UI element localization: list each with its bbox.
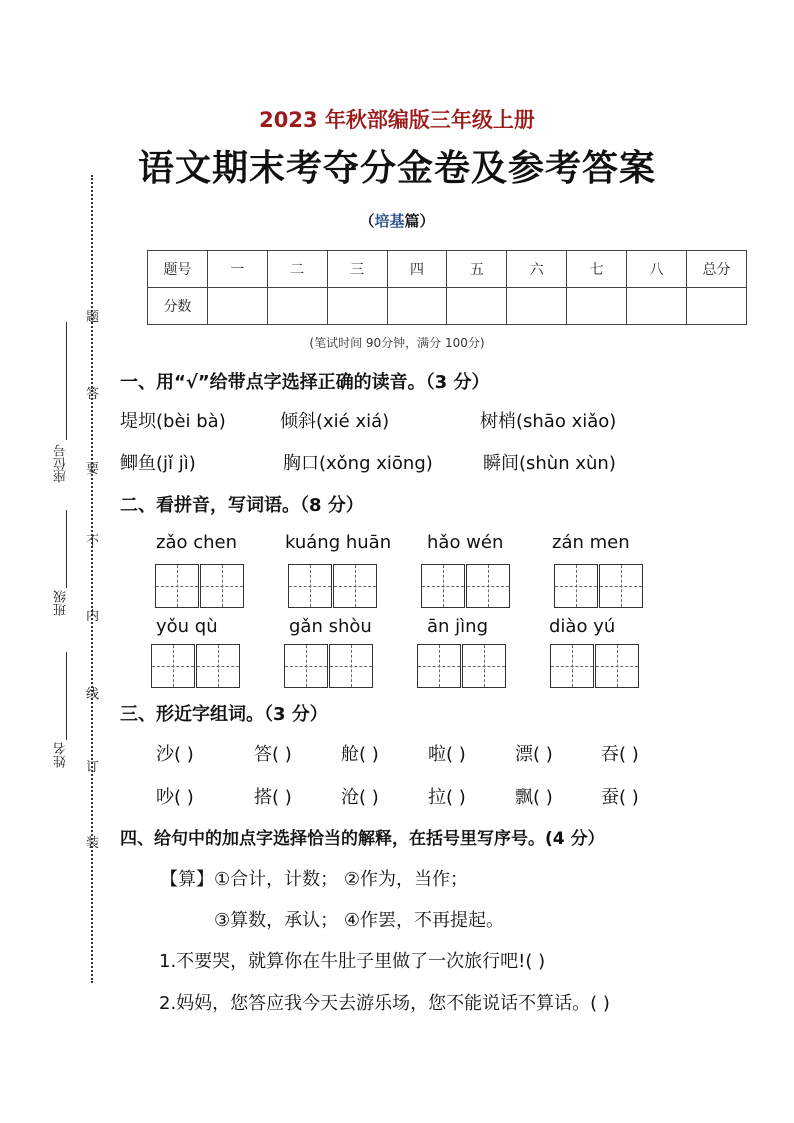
character-box[interactable] <box>599 564 643 608</box>
score-input-cell[interactable] <box>387 288 447 325</box>
character-box[interactable] <box>151 644 195 688</box>
score-cell: 六 <box>507 251 567 288</box>
seat-number-label: 座位号 <box>54 444 69 483</box>
character-box[interactable] <box>554 564 598 608</box>
word-blank[interactable]: 漂( ) <box>515 744 553 765</box>
name-line[interactable] <box>66 652 67 740</box>
page-title: 语文期末考夺分金卷及参考答案 <box>137 147 656 189</box>
score-cell: 七 <box>567 251 627 288</box>
word-blank[interactable]: 答( ) <box>254 744 292 765</box>
exam-note: (笔试时间 90分钟，满分 100分) <box>309 336 485 350</box>
pronunciation-item: 胸口(xǒng xiōng) <box>283 453 433 474</box>
margin-char: 题 <box>86 310 100 325</box>
binding-dotted-line <box>91 175 93 983</box>
character-box[interactable] <box>466 564 510 608</box>
character-box[interactable] <box>288 564 332 608</box>
word-blank[interactable]: 蚕( ) <box>601 787 639 808</box>
character-box[interactable] <box>417 644 461 688</box>
word-blank[interactable]: 吵( ) <box>156 787 194 808</box>
pinyin-label: zǎo chen <box>156 532 237 553</box>
character-box[interactable] <box>284 644 328 688</box>
pinyin-label: hǎo wén <box>427 532 504 553</box>
sub-title <box>0 210 794 231</box>
definition-line: 【算】①合计，计数； ②作为，当作； <box>160 869 468 890</box>
character-box[interactable] <box>550 644 594 688</box>
score-input-cell[interactable] <box>687 288 747 325</box>
score-cell: 八 <box>627 251 687 288</box>
word-blank[interactable]: 沙( ) <box>156 744 194 765</box>
class-label: 班级 <box>54 590 69 616</box>
section-4-title: 四、给句中的加点字选择恰当的解释，在括号里写序号。(4 分） <box>120 829 605 849</box>
sub-title-highlight: 培基 <box>374 212 405 230</box>
pronunciation-item: 瞬间(shùn xùn) <box>483 453 616 474</box>
character-box[interactable] <box>595 644 639 688</box>
score-input-cell[interactable] <box>627 288 687 325</box>
score-input-cell[interactable] <box>207 288 267 325</box>
top-title: 2023 年秋部编版三年级上册 <box>259 108 535 132</box>
score-cell: 一 <box>207 251 267 288</box>
pinyin-label: gǎn shòu <box>289 616 372 637</box>
score-table <box>147 250 747 325</box>
word-blank[interactable]: 啦( ) <box>428 744 466 765</box>
question-2[interactable]: 2.妈妈，您答应我今天去游乐场，您不能说话不算话。( ) <box>159 993 610 1014</box>
pinyin-label: ān jìng <box>427 616 488 637</box>
score-cell: 二 <box>267 251 327 288</box>
word-blank[interactable]: 拉( ) <box>428 787 466 808</box>
seat-number-line[interactable] <box>66 322 67 440</box>
pinyin-label: kuáng huān <box>285 532 392 553</box>
score-cell: 总分 <box>687 251 747 288</box>
word-blank[interactable]: 舱( ) <box>341 744 379 765</box>
character-box[interactable] <box>333 564 377 608</box>
word-blank[interactable]: 沧( ) <box>341 787 379 808</box>
character-box[interactable] <box>155 564 199 608</box>
score-cell: 三 <box>327 251 387 288</box>
character-box[interactable] <box>421 564 465 608</box>
score-table-header-row <box>148 251 747 288</box>
pronunciation-item: 鲫鱼(jǐ jì) <box>120 453 196 474</box>
score-input-cell[interactable] <box>507 288 567 325</box>
character-box[interactable] <box>200 564 244 608</box>
score-cell: 题号 <box>148 251 208 288</box>
section-2-title: 二、看拼音，写词语。（8 分） <box>120 495 364 516</box>
word-blank[interactable]: 搭( ) <box>254 787 292 808</box>
sub-title-open: （ <box>359 212 375 230</box>
margin-char: 答 <box>86 387 100 402</box>
section-1-title: 一、用“√”给带点字选择正确的读音。（3 分） <box>120 372 490 393</box>
pinyin-label: zán men <box>552 532 630 553</box>
score-input-cell[interactable] <box>327 288 387 325</box>
margin-char: 要 <box>86 462 100 477</box>
margin-char: 线 <box>86 687 100 702</box>
character-box[interactable] <box>329 644 373 688</box>
score-cell: 四 <box>387 251 447 288</box>
name-label: 姓名 <box>54 742 69 768</box>
margin-char: 装 <box>86 836 100 851</box>
pinyin-label: yǒu qù <box>156 616 218 637</box>
sub-title-rest: 篇） <box>404 212 435 230</box>
score-input-cell[interactable] <box>267 288 327 325</box>
pinyin-label: diào yú <box>549 616 616 637</box>
section-3-title: 三、形近字组词。（3 分） <box>120 704 328 725</box>
score-row-label: 分数 <box>148 288 208 325</box>
margin-char: 不 <box>86 534 100 549</box>
pronunciation-item: 树梢(shāo xiǎo) <box>480 411 617 432</box>
class-line[interactable] <box>66 510 67 588</box>
word-blank[interactable]: 吞( ) <box>601 744 639 765</box>
score-input-cell[interactable] <box>567 288 627 325</box>
margin-char: 内 <box>86 609 100 624</box>
score-cell: 五 <box>447 251 507 288</box>
word-blank[interactable]: 飘( ) <box>515 787 553 808</box>
margin-char: 订 <box>86 760 100 775</box>
pronunciation-item: 倾斜(xié xiá) <box>280 411 390 432</box>
pronunciation-item: 堤坝(bèi bà) <box>120 411 226 432</box>
score-input-cell[interactable] <box>447 288 507 325</box>
definition-line: ③算数，承认； ④作罢，不再提起。 <box>214 910 504 931</box>
character-box[interactable] <box>462 644 506 688</box>
score-table-score-row <box>148 288 747 325</box>
character-box[interactable] <box>196 644 240 688</box>
question-1[interactable]: 1.不要哭，就算你在牛肚子里做了一次旅行吧!( ) <box>159 951 546 972</box>
